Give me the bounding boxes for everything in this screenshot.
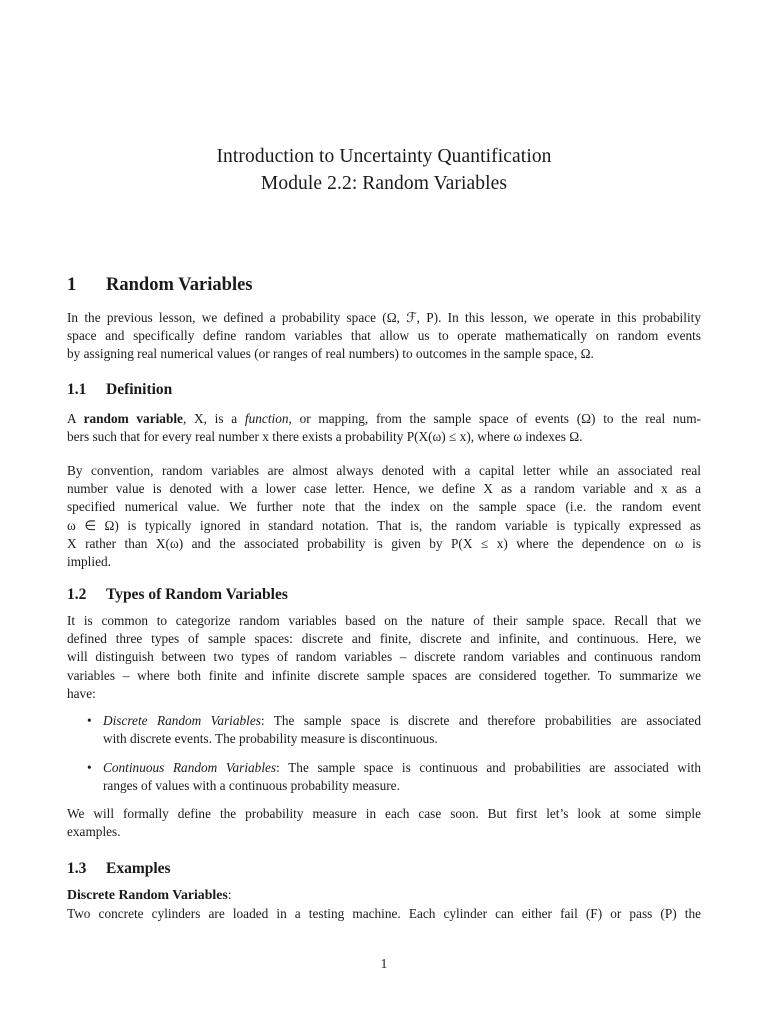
para-line: defined three types of sample spaces: discrete and finite, discrete and infinite, and continuous. Here, we xyxy=(67,631,701,647)
para-line: examples. xyxy=(67,824,121,840)
text-run: : The sample space is discrete and therefore probabilities are associated xyxy=(260,713,701,728)
section-title: Definition xyxy=(106,381,173,398)
section-number: 1.3 xyxy=(67,860,87,877)
bullet-dot-icon: • xyxy=(87,760,92,775)
definition-paragraph xyxy=(67,410,701,446)
section-number: 1.2 xyxy=(67,586,87,603)
para-line: By convention, random variables are almost always denoted with a capital letter while an associated real xyxy=(67,463,701,478)
text-run: : The sample space is continuous and probabilities are associated with xyxy=(276,760,701,775)
para-line: specified numerical value. We further note that the index on the sample space (i.e. the random event xyxy=(67,499,701,515)
para-line: bers such that for every real number x there exists a probability P(X(ω) ≤ x), where ω indexes Ω. xyxy=(67,429,583,445)
para-line xyxy=(103,712,701,730)
para-line: X rather than X(ω) and the associated probability is given by P(X ≤ x) where the dependence on ω is xyxy=(67,535,701,551)
para-line: It is common to categorize random variables based on the nature of their sample space. Recall that we xyxy=(67,613,701,628)
italic-term: Discrete Random Variables xyxy=(103,713,261,728)
summary-paragraph xyxy=(67,805,701,841)
types-paragraph xyxy=(67,612,701,703)
document-title xyxy=(67,143,701,197)
section-1-1-heading xyxy=(67,381,172,399)
italic-term: Continuous Random Variables xyxy=(103,760,277,775)
section-1-intro xyxy=(67,309,701,364)
convention-paragraph xyxy=(67,462,701,571)
title-line-1: Introduction to Uncertainty Quantification xyxy=(216,146,552,167)
bullet-dot-icon: • xyxy=(87,713,92,728)
para-line: space and specifically define random variables that allow us to operate mathematically on random events xyxy=(67,328,701,344)
section-1-2-heading xyxy=(67,586,288,604)
para-line xyxy=(103,759,701,777)
text-run: A xyxy=(67,411,84,426)
para-line: In the previous lesson, we defined a probability space (Ω, ℱ, P). In this lesson, we operate in this probability xyxy=(67,310,701,325)
para-line: ranges of values with a continuous probability measure. xyxy=(103,778,400,794)
subheading-colon: : xyxy=(227,887,232,902)
document-page xyxy=(67,0,701,1024)
para-line: We will formally define the probability measure in each case soon. But first let’s look at some simple xyxy=(67,806,701,821)
title-line-2: Module 2.2: Random Variables xyxy=(260,173,508,194)
subheading-text: Discrete Random Variables xyxy=(67,887,228,902)
section-title: Random Variables xyxy=(106,275,253,295)
para-line xyxy=(67,410,701,428)
para-line: with discrete events. The probability measure is discontinuous. xyxy=(103,731,438,747)
bullet-body xyxy=(103,759,701,795)
text-run: , X, is a xyxy=(182,411,245,426)
bullet-body xyxy=(103,712,701,748)
examples-paragraph xyxy=(67,905,701,923)
examples-subheading xyxy=(67,887,232,903)
para-line: implied. xyxy=(67,554,111,570)
section-title: Types of Random Variables xyxy=(106,586,288,603)
para-line: variables – where both finite and infinite discrete sample spaces are considered together. To summarize we xyxy=(67,667,701,683)
page-number: 1 xyxy=(380,956,388,971)
section-number: 1.1 xyxy=(67,381,87,398)
para-line: ω ∈ Ω) is typically ignored in standard notation. That is, the random variable is typically expressed as xyxy=(67,517,701,533)
para-line: by assigning real numerical values (or ranges of real numbers) to outcomes in the sample space, Ω. xyxy=(67,346,594,362)
section-1-3-heading xyxy=(67,860,171,878)
section-title: Examples xyxy=(106,860,171,877)
para-line: have: xyxy=(67,685,96,701)
section-1-heading xyxy=(67,275,253,296)
section-number: 1 xyxy=(67,275,77,295)
para-line: Two concrete cylinders are loaded in a testing machine. Each cylinder can either fail (F) or pass (P) the xyxy=(67,906,701,921)
bold-term: random variable xyxy=(83,411,183,426)
text-run: , or mapping, from the sample space of events (Ω) to the real num- xyxy=(288,411,701,426)
italic-term: function xyxy=(244,411,289,426)
para-line: number value is denoted with a lower case letter. Hence, we define X as a random variable and x as a xyxy=(67,481,701,497)
para-line: will distinguish between two types of random variables – discrete random variables and continuous random xyxy=(67,649,701,665)
